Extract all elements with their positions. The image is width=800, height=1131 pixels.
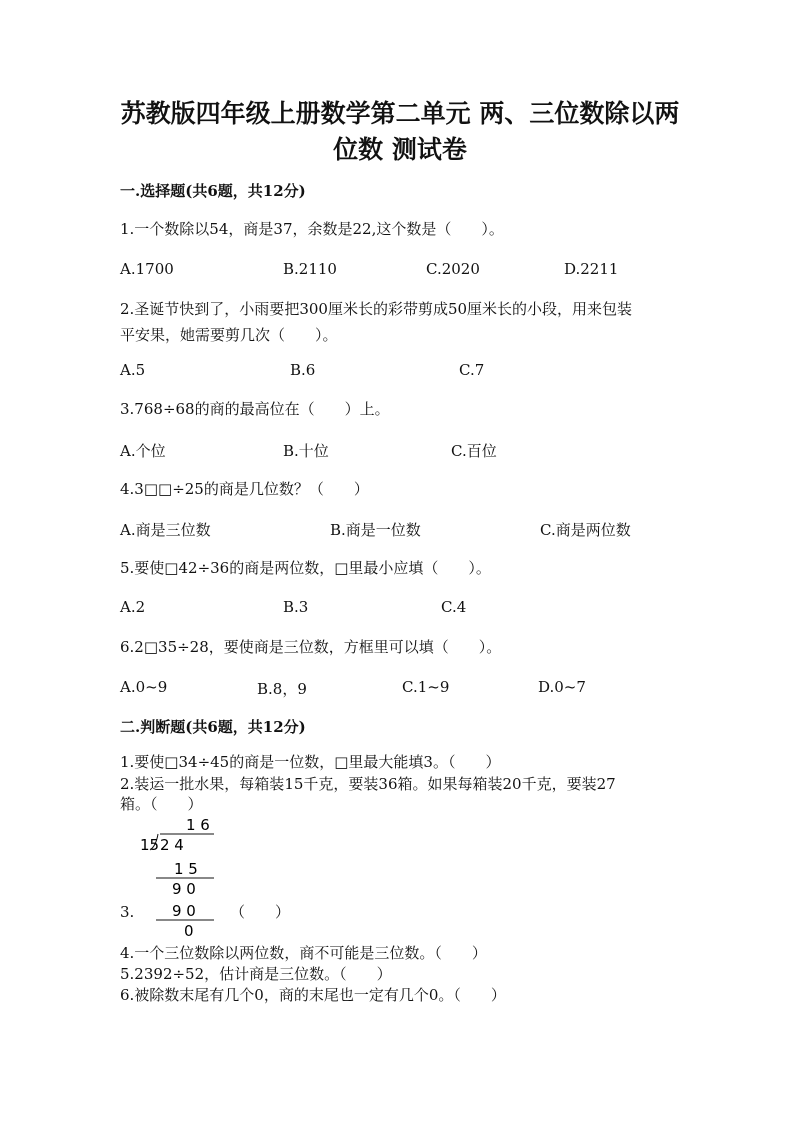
option-6c: C.1~9 xyxy=(402,678,450,696)
division-quotient: 1 6 xyxy=(186,816,210,834)
title-line-1: 苏教版四年级上册数学第二单元 两、三位数除以两 xyxy=(120,99,680,128)
option-4a: A.商是三位数 xyxy=(120,521,211,539)
page-title xyxy=(110,96,690,168)
division-step-3: 9 0 xyxy=(172,902,196,920)
question-2-line-2: 平安果，她需要剪几次（ ）。 xyxy=(120,326,338,344)
choice-question-1: 1.一个数除以54，商是37，余数是22,这个数是（ ）。 xyxy=(120,220,504,238)
division-remainder: 0 xyxy=(184,922,194,938)
option-4c: C.商是两位数 xyxy=(540,521,631,539)
option-2c: C.7 xyxy=(459,361,485,379)
title-line-2: 位数 测试卷 xyxy=(333,135,467,164)
option-5c: C.4 xyxy=(441,598,467,616)
option-3c: C.百位 xyxy=(451,442,497,460)
judge-question-3-label: 3. xyxy=(120,903,135,921)
option-4b: B.商是一位数 xyxy=(330,521,421,539)
option-5b: B.3 xyxy=(283,598,309,616)
judge-question-2-line-2: 箱。（ ） xyxy=(120,795,203,813)
choice-question-6: 6.2□35÷28，要使商是三位数，方框里可以填（ ）。 xyxy=(120,638,502,656)
division-divisor: 15 xyxy=(140,836,160,854)
choice-question-3: 3.768÷68的商的最高位在（ ）上。 xyxy=(120,400,390,418)
section-heading-judge: 二.判断题(共6题，共12分) xyxy=(120,718,306,736)
option-2a: A.5 xyxy=(120,361,146,379)
question-2-line-1: 2.圣诞节快到了，小雨要把300厘米长的彩带剪成50厘米长的小段，用来包装 xyxy=(120,300,633,318)
option-6a: A.0~9 xyxy=(120,678,168,696)
option-1b: B.2110 xyxy=(283,260,337,278)
division-step-1: 1 5 xyxy=(174,860,198,878)
choice-question-5: 5.要使□42÷36的商是两位数，□里最小应填（ ）。 xyxy=(120,559,491,577)
judge-question-2 xyxy=(120,774,690,814)
option-6b: B.8，9 xyxy=(257,680,307,698)
judge-question-2-line-1: 2.装运一批水果，每箱装15千克，要装36箱。如果每箱装20千克，要装27 xyxy=(120,775,616,793)
judge-question-6: 6.被除数末尾有几个0，商的末尾也一定有几个0。（ ） xyxy=(120,986,506,1004)
option-2b: B.6 xyxy=(290,361,316,379)
option-6d: D.0~7 xyxy=(538,678,586,696)
option-3b: B.十位 xyxy=(283,442,329,460)
option-5a: A.2 xyxy=(120,598,146,616)
judge-question-4: 4.一个三位数除以两位数，商不可能是三位数。（ ） xyxy=(120,944,487,962)
option-3a: A.个位 xyxy=(120,442,166,460)
judge-question-3-paren: （ ） xyxy=(230,903,291,921)
judge-question-1: 1.要使□34÷45的商是一位数，□里最大能填3。（ ） xyxy=(120,753,501,771)
choice-question-4: 4.3□□÷25的商是几位数？（ ） xyxy=(120,480,369,498)
option-1c: C.2020 xyxy=(426,260,480,278)
judge-question-5: 5.2392÷52，估计商是三位数。（ ） xyxy=(120,965,392,983)
division-step-2: 9 0 xyxy=(172,880,196,898)
option-1a: A.1700 xyxy=(120,260,174,278)
division-dividend: 2 4 xyxy=(160,836,184,854)
option-1d: D.2211 xyxy=(564,260,619,278)
choice-question-2 xyxy=(120,296,690,348)
section-heading-choice: 一.选择题(共6题，共12分) xyxy=(120,182,306,200)
long-division-figure xyxy=(136,812,236,938)
